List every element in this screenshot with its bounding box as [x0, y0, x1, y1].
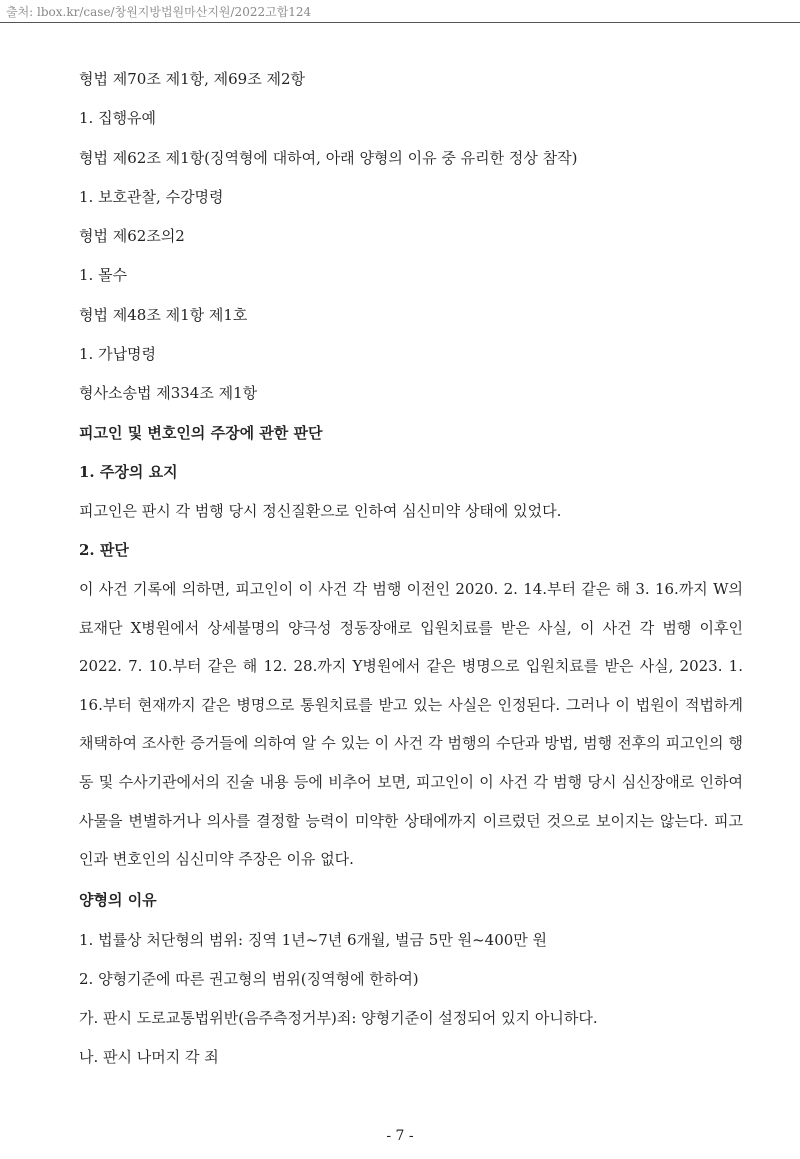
header-divider — [0, 22, 800, 23]
sentencing-title: 양형의 이유 — [79, 891, 157, 909]
statute-line: 형법 제48조 제1항 제1호 — [79, 306, 248, 324]
sentencing-item: 1. 법률상 처단형의 범위: 징역 1년~7년 6개월, 벌금 5만 원~400만 원 — [79, 931, 548, 949]
statute-line: 형법 제62조 제1항(징역형에 대하여, 아래 양형의 이유 중 유리한 정상 참작) — [79, 149, 578, 167]
list-item: 1. 몰수 — [79, 266, 128, 284]
sentencing-item: 나. 판시 나머지 각 죄 — [79, 1048, 219, 1066]
sentencing-item: 2. 양형기준에 따른 권고형의 범위(징역형에 한하여) — [79, 970, 419, 988]
list-item: 1. 집행유예 — [79, 109, 157, 127]
statute-line: 형법 제62조의2 — [79, 227, 185, 245]
source-url: 출처: lbox.kr/case/창원지방법원마산지원/2022고합124 — [6, 5, 312, 19]
list-item: 1. 보호관찰, 수강명령 — [79, 188, 224, 206]
judgment-heading: 2. 판단 — [79, 541, 129, 559]
section-title: 피고인 및 변호인의 주장에 관한 판단 — [79, 424, 323, 442]
list-item: 1. 가납명령 — [79, 345, 157, 363]
statute-line: 형법 제70조 제1항, 제69조 제2항 — [79, 70, 306, 88]
judgment-paragraph: 이 사건 기록에 의하면, 피고인이 이 사건 각 범행 이전인 2020. 2. 14.부터 같은 해 3. 16.까지 W의료재단 X병원에서 상세불명의 양극성 정동장애로 입원치료를 받은 사실, 이 사건 각 범행 이후인 2022. 7. 10.부터 같은 해 12. 28.까지 Y병원에서 같은 병명으로 입원치료를 받은 사실, 2023. 1. 16.부터 현재까지 같은 병명으로 통원치료를 받고 있는 사실은 인정된다. 그러나 이 법원이 적법하게 채택하여 조사한 증거들에 의하여 알 수 있는 이 사건 각 범행의 수단과 방법, 범행 전후의 피고인의 행동 및 수사기관에서의 진술 내용 등에 비추어 보면, 피고인이 이 사건 각 범행 당시 심신장애로 인하여 사물을 변별하거나 의사를 결정할 능력이 미약한 상태에까지 이르렀던 것으로 보이지는 않는다. 피고인과 변호인의 심신미약 주장은 이유 없다. — [79, 580, 743, 869]
statute-line: 형사소송법 제334조 제1항 — [79, 384, 258, 402]
sentencing-item: 가. 판시 도로교통법위반(음주측정거부)죄: 양형기준이 설정되어 있지 아니하다. — [79, 1009, 598, 1027]
page-number: - 7 - — [386, 1128, 414, 1144]
claim-text: 피고인은 판시 각 범행 당시 정신질환으로 인하여 심신미약 상태에 있었다. — [79, 502, 562, 520]
claim-heading: 1. 주장의 요지 — [79, 463, 178, 481]
